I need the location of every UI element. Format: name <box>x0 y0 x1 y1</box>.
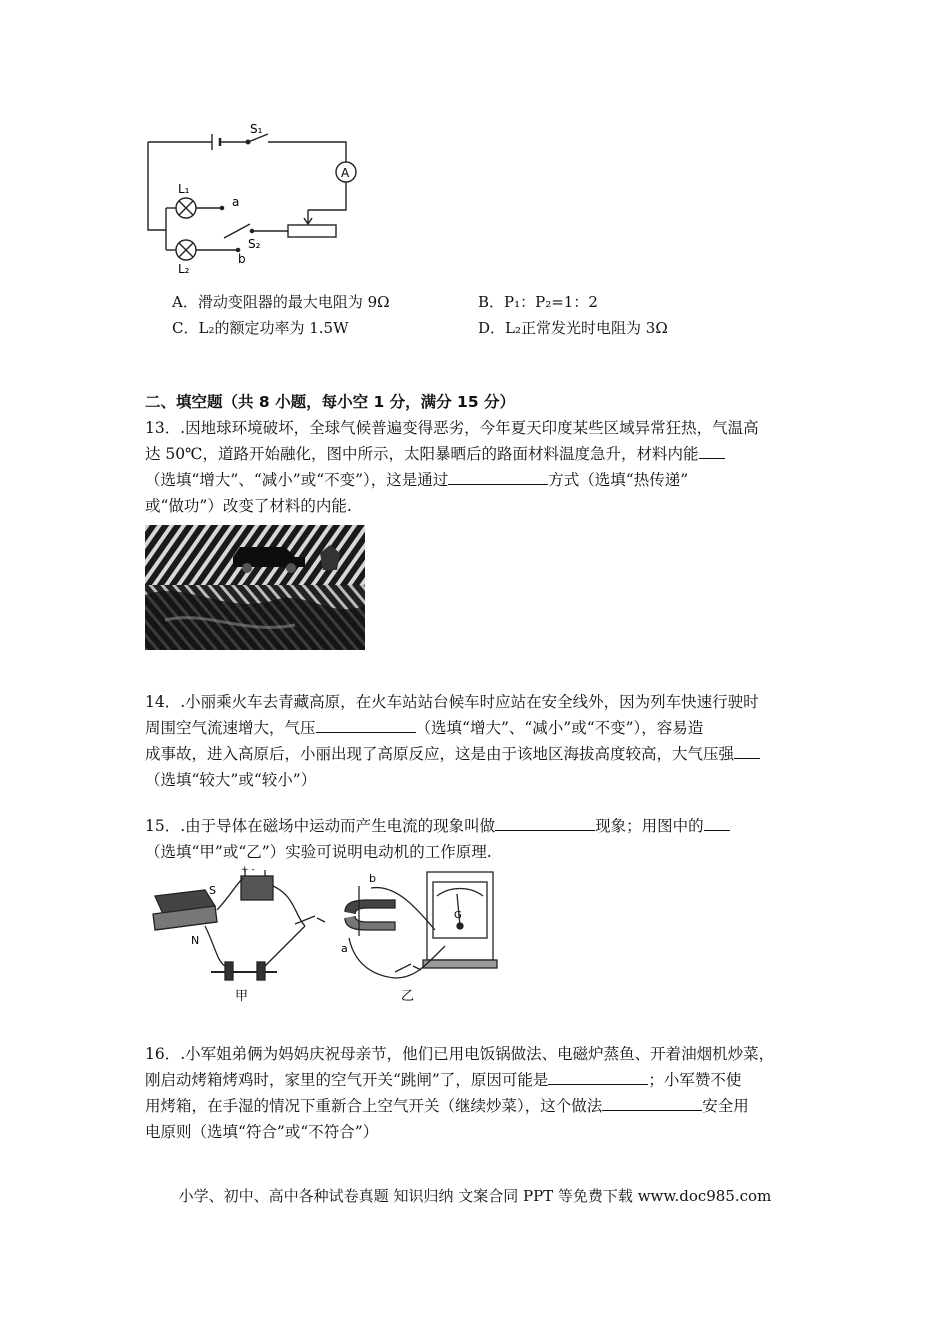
option-b: B．P₁：P₂=1：2 <box>478 293 598 311</box>
q13-line3b: 方式（选填“热传递” <box>548 471 689 489</box>
q13-line1: 13．.因地球环境破坏，全球气候普遍变得恶劣，今年夏天印度某些区域异常狂热，气温高 <box>145 419 759 437</box>
ammeter-label: A <box>341 166 350 180</box>
option-c: C．L₂的额定功率为 1.5W <box>172 319 349 337</box>
q15-line1b: 现象；用图中的 <box>595 817 704 835</box>
q15-line2: （选填“甲”或“乙”）实验可说明电动机的工作原理. <box>145 843 492 861</box>
q14-line3 <box>145 744 760 764</box>
q16-line3 <box>145 1096 749 1116</box>
fig-n-label: N <box>191 934 200 947</box>
b-label: b <box>238 252 246 266</box>
fig-plusminus-label: + - <box>241 866 255 875</box>
fig-a-label: a <box>341 942 348 955</box>
q14-line1: 14．.小丽乘火车去青藏高原，在火车站站台候车时应站在安全线外，因为列车快速行驶时 <box>145 693 759 711</box>
option-d: D．L₂正常发光时电阻为 3Ω <box>478 319 668 337</box>
q14-line2b: （选填“增大”、“减小”或“不变”），容易造 <box>415 719 704 737</box>
q16-line1: 16．.小军姐弟俩为妈妈庆祝母亲节，他们已用电饭锅做法、电磁炉蒸鱼、开着油烟机炒菜， <box>145 1045 775 1063</box>
l1-label: L₁ <box>178 182 190 196</box>
q13-line2 <box>145 444 725 464</box>
fig-g-label: G <box>454 910 462 921</box>
q14-line2 <box>145 718 703 738</box>
fig-b-label: b <box>369 872 376 885</box>
s1-label: S₁ <box>250 122 263 136</box>
fig-yi-label: 乙 <box>401 989 415 1004</box>
q15-line1 <box>145 816 730 836</box>
answer-blank[interactable] <box>548 1070 648 1085</box>
q14-line4: （选填“较大”或“较小”） <box>145 771 317 789</box>
a-label: a <box>232 195 240 209</box>
answer-blank[interactable] <box>734 744 760 759</box>
section-heading: 二、填空题（共 8 小题，每小空 1 分，满分 15 分） <box>145 393 516 411</box>
q16-line2a: 刚启动烤箱烤鸡时，家里的空气开关“跳闸”了，原因可能是 <box>145 1071 549 1089</box>
q14-line3-text: 成事故，进入高原后，小丽出现了高原反应，这是由于该地区海拔高度较高，大气压强 <box>145 745 735 763</box>
q13-line3 <box>145 470 688 490</box>
s2-label: S₂ <box>248 237 261 251</box>
q13-line2-text: 达 50℃，道路开始融化，图中所示，太阳暴晒后的路面材料温度急升，材料内能 <box>145 445 699 463</box>
road-photo <box>145 525 365 650</box>
answer-blank[interactable] <box>495 816 595 831</box>
q16-line3b: 安全用 <box>702 1097 749 1115</box>
answer-blank[interactable] <box>704 816 730 831</box>
q14-line2a: 周围空气流速增大，气压 <box>145 719 316 737</box>
q16-line2 <box>145 1070 741 1090</box>
fig-jia-label: 甲 <box>235 989 249 1004</box>
q16-line2b: ；小军赞不使 <box>648 1071 742 1089</box>
answer-blank[interactable] <box>316 718 416 733</box>
l2-label: L₂ <box>178 262 190 276</box>
q13-line4: 或“做功”）改变了材料的内能. <box>145 497 352 515</box>
answer-blank[interactable] <box>699 444 725 459</box>
answer-blank[interactable] <box>602 1096 702 1111</box>
fig-s-label: S <box>209 884 216 897</box>
experiment-figure <box>145 866 505 1006</box>
circuit-diagram <box>140 120 380 280</box>
answer-blank[interactable] <box>448 470 548 485</box>
q13-line3a: （选填“增大”、“减小”或“不变”），这是通过 <box>145 471 449 489</box>
q16-line3a: 用烤箱，在手湿的情况下重新合上空气开关（继续炒菜），这个做法 <box>145 1097 603 1115</box>
option-a: A．滑动变阻器的最大电阻为 9Ω <box>172 293 390 311</box>
q15-line1a: 15．.由于导体在磁场中运动而产生电流的现象叫做 <box>145 817 496 835</box>
q16-line4: 电原则（选填“符合”或“不符合”） <box>145 1123 379 1141</box>
page-footer: 小学、初中、高中各种试卷真题 知识归纳 文案合同 PPT 等免费下载 www.doc985.com <box>178 1187 772 1205</box>
